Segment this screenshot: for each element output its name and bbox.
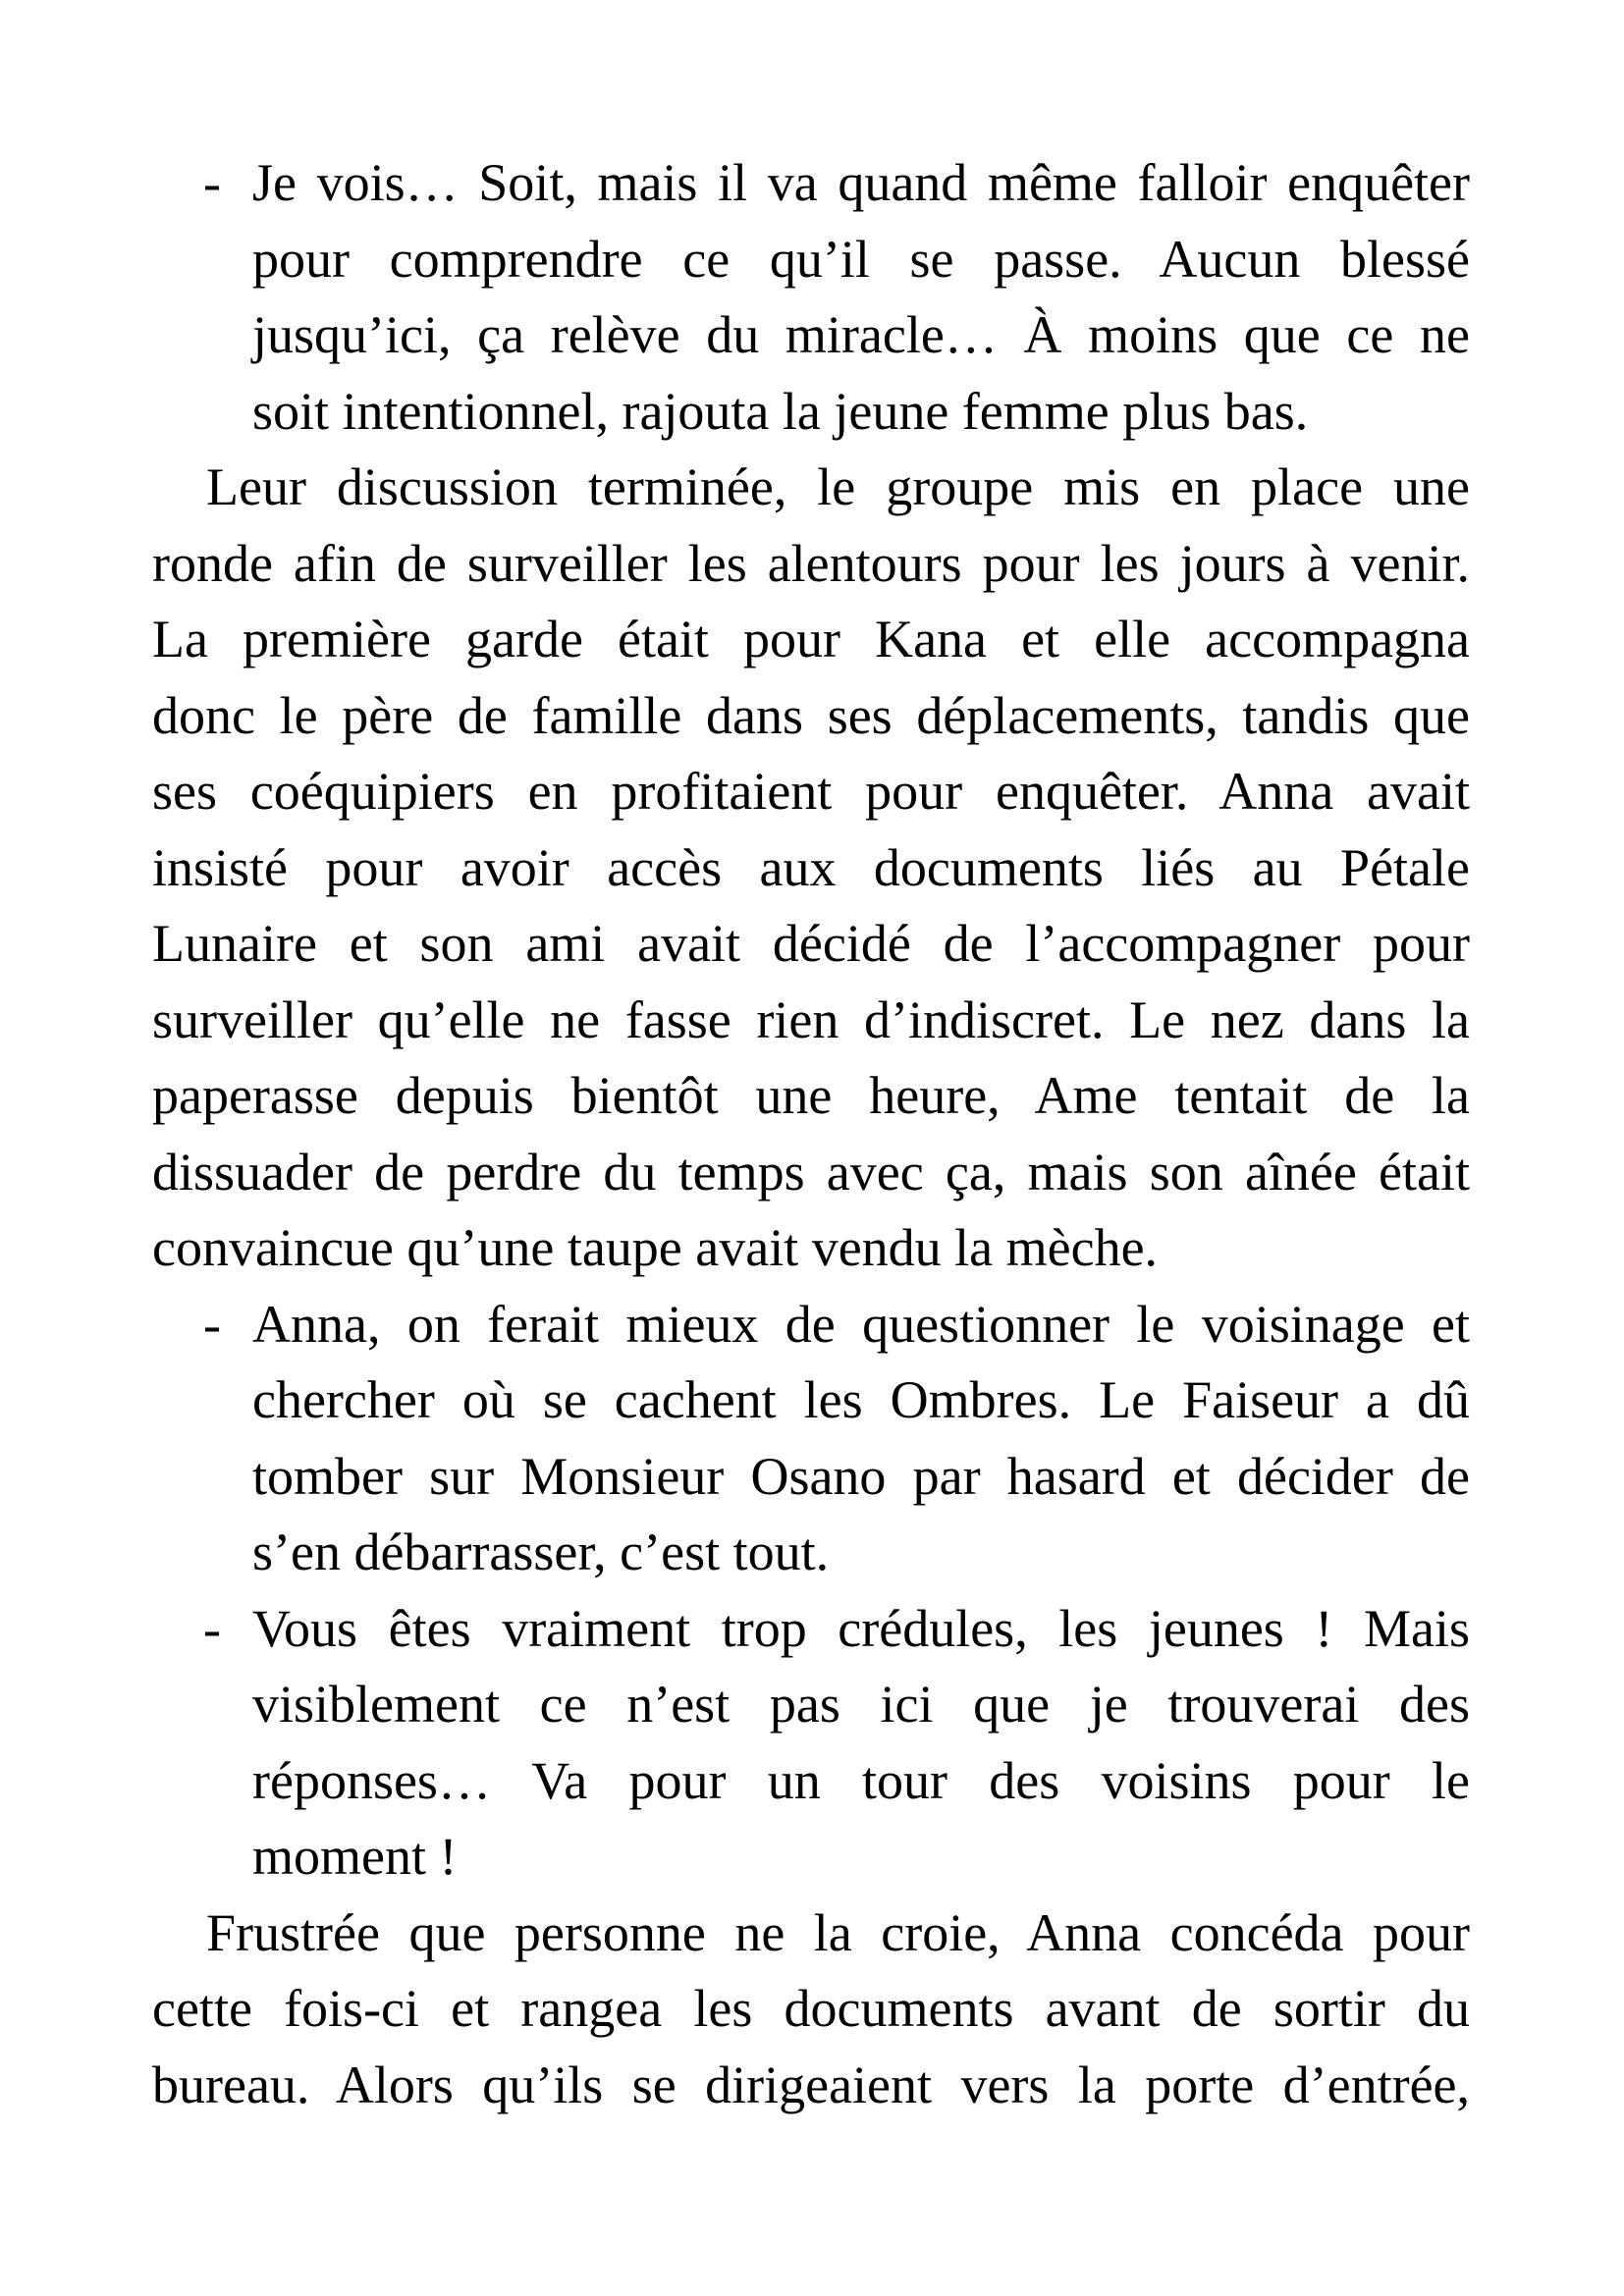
text-line: s’en débarrasser, c’est tout.	[252, 1522, 830, 1581]
text-line: convaincue qu’une taupe avait vendu la mèche.	[152, 1218, 1159, 1277]
text-line: paperasse depuis bientôt une heure, Ame tentait de la	[152, 1066, 1470, 1125]
text-line: visiblement ce n’est pas ici que je trouverai des	[252, 1675, 1470, 1734]
dialogue-paragraph	[152, 1591, 1470, 1896]
text-line: dissuader de perdre du temps avec ça, mais son aînée était	[152, 1142, 1470, 1201]
text-line: Lunaire et son ami avait décidé de l’accompagner pour	[152, 914, 1470, 973]
text-line-content: Je vois… Soit, mais il va quand même falloir enquêter	[252, 153, 1470, 212]
narrative-paragraph	[152, 450, 1470, 1287]
text-line: bureau. Alors qu’ils se dirigeaient vers la porte d’entrée,	[152, 2055, 1470, 2114]
text-line: Leur discussion terminée, le groupe mis en place une	[206, 457, 1470, 516]
text-line: réponses… Va pour un tour des voisins pour le	[252, 1750, 1470, 1810]
text-line: insisté pour avoir accès aux documents liés au Pétale	[152, 837, 1470, 897]
dialogue-dash: -	[203, 1294, 221, 1354]
text-line: chercher où se cachent les Ombres. Le Faiseur a dû	[252, 1370, 1470, 1429]
dialogue-paragraph	[152, 145, 1470, 450]
text-line: pour comprendre ce qu’il se passe. Aucun blessé	[252, 229, 1470, 289]
dialogue-dash: -	[203, 1598, 221, 1658]
dialogue-paragraph	[152, 1287, 1470, 1591]
text-line: soit intentionnel, rajouta la jeune femme plus bas.	[252, 381, 1309, 441]
text-line: surveiller qu’elle ne fasse rien d’indiscret. Le nez dans la	[152, 989, 1470, 1049]
text-block	[152, 145, 1470, 2123]
text-line-content: Vous êtes vraiment trop crédules, les jeunes ! Mais	[252, 1598, 1470, 1658]
text-line: ses coéquipiers en profitaient pour enquêter. Anna avait	[152, 762, 1470, 821]
text-line: ronde afin de surveiller les alentours pour les jours à venir.	[152, 533, 1470, 593]
text-line: cette fois-ci et rangea les documents avant de sortir du	[152, 1979, 1470, 2038]
text-line	[152, 145, 1470, 222]
text-line: donc le père de famille dans ses déplacements, tandis que	[152, 685, 1470, 745]
text-line: moment !	[252, 1827, 458, 1886]
text-line-content: Anna, on ferait mieux de questionner le voisinage et	[252, 1294, 1470, 1354]
text-line: La première garde était pour Kana et elle accompagna	[152, 610, 1470, 668]
dialogue-dash: -	[203, 153, 221, 212]
text-line	[152, 1287, 1470, 1363]
text-line	[152, 1591, 1470, 1668]
text-line: tomber sur Monsieur Osano par hasard et décider de	[252, 1446, 1470, 1506]
text-line: jusqu’ici, ça relève du miracle… À moins que ce ne	[252, 305, 1470, 364]
narrative-paragraph	[152, 1896, 1470, 2124]
text-line: Frustrée que personne ne la croie, Anna concéda pour	[206, 1902, 1470, 1962]
